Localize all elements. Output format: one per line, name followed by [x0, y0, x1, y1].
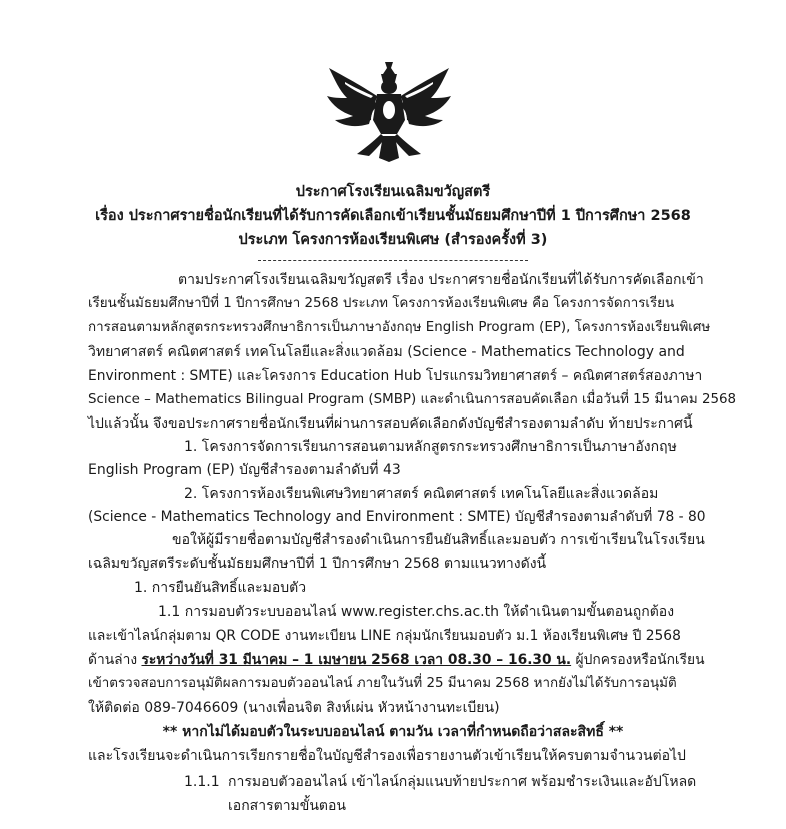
paragraph-line: และโรงเรียนจะดำเนินการเรียกรายชื่อในบัญชีสำรองเพื่อรายงานตัวเข้าเรียนให้ครบตามจำนวนต่อไป [88, 748, 686, 764]
list-item-ep: 1. โครงการจัดการเรียนการสอนตามหลักสูตรกระทรวงศึกษาธิการเป็นภาษาอังกฤษ [184, 439, 677, 455]
warning-notice: ** หากไม่ได้มอบตัวในระบบออนไลน์ ตามวัน เวลาที่กำหนดถือว่าสละสิทธิ์ ** [162, 724, 624, 740]
enrollment-dates: ระหว่างวันที่ 31 มีนาคม – 1 เมษายน 2568 เวลา 08.30 – 16.30 น. [141, 652, 572, 668]
paragraph-line: การสอนตามหลักสูตรกระทรวงศึกษาธิการเป็นภาษาอังกฤษ English Program (EP), โครงการห้องเรียนพิเศษ [88, 320, 711, 335]
announcement-subject: เรื่อง ประกาศรายชื่อนักเรียนที่ได้รับการคัดเลือกเข้าเรียนชั้นมัธยมศึกษาปีที่ 1 ปีการศึกษา 2568 [95, 208, 691, 224]
list-item-smte-cont: (Science - Mathematics Technology and Environment : SMTE) บัญชีสำรองตามลำดับที่ 78 - 80 [88, 509, 706, 525]
header-divider [258, 260, 528, 261]
announcement-org: ประกาศโรงเรียนเฉลิมขวัญสตรี [295, 184, 491, 200]
paragraph-line: ไปแล้วนั้น จึงขอประกาศรายชื่อนักเรียนที่ผ่านการสอบคัดเลือกดังบัญชีสำรองตามลำดับ ท้ายประกาศนี้ [88, 416, 693, 432]
announcement-type: ประเภท โครงการห้องเรียนพิเศษ (สำรองครั้งที่ 3) [238, 232, 548, 248]
section-line: และเข้าไลน์กลุ่มตาม QR CODE งานทะเบียน LINE กลุ่มนักเรียนมอบตัว ม.1 ห้องเรียนพิเศษ ปี 2568 [88, 628, 681, 644]
garuda-emblem-icon [325, 62, 453, 162]
subsection-number: 1.1.1 [184, 774, 220, 790]
paragraph-line: Science – Mathematics Bilingual Program (SMBP) และดำเนินการสอบคัดเลือก เมื่อวันที่ 15 มีนาคม 2568 [88, 392, 737, 407]
section-heading: 1. การยืนยันสิทธิ์และมอบตัว [134, 580, 307, 596]
subsection-line: เอกสารตามขั้นตอน [228, 798, 346, 814]
paragraph-line: ตามประกาศโรงเรียนเฉลิมขวัญสตรี เรื่อง ประกาศรายชื่อนักเรียนที่ได้รับการคัดเลือกเข้า [178, 272, 704, 288]
paragraph-line: เฉลิมขวัญสตรีระดับชั้นมัธยมศึกษาปีที่ 1 ปีการศึกษา 2568 ตามแนวทางดังนี้ [88, 556, 547, 572]
dates-suffix: ผู้ปกครองหรือนักเรียน [571, 652, 705, 668]
subsection-line: การมอบตัวออนไลน์ เข้าไลน์กลุ่มแนบท้ายประกาศ พร้อมชำระเงินและอัปโหลด [228, 774, 697, 790]
dates-prefix: ด้านล่าง [88, 652, 142, 668]
section-line-dates [88, 650, 705, 670]
list-item-smte: 2. โครงการห้องเรียนพิเศษวิทยาศาสตร์ คณิตศาสตร์ เทคโนโลยีและสิ่งแวดล้อม [184, 486, 659, 502]
paragraph-line: ขอให้ผู้มีรายชื่อตามบัญชีสำรองดำเนินการยืนยันสิทธิ์และมอบตัว การเข้าเรียนในโรงเรียน [172, 532, 705, 548]
paragraph-line: เรียนชั้นมัธยมศึกษาปีที่ 1 ปีการศึกษา 2568 ประเภท โครงการห้องเรียนพิเศษ คือ โครงการจัดการเรียน [88, 296, 675, 311]
list-item-ep-cont: English Program (EP) บัญชีสำรองตามลำดับที่ 43 [88, 462, 401, 478]
section-line: 1.1 การมอบตัวระบบออนไลน์ www.register.chs.ac.th ให้ดำเนินตามขั้นตอนถูกต้อง [158, 604, 675, 620]
section-line-contact: ให้ติดต่อ 089-7046609 (นางเพื่อนจิต สิงห์เผ่น หัวหน้างานทะเบียน) [88, 700, 500, 716]
section-line: เข้าตรวจสอบการอนุมัติผลการมอบตัวออนไลน์ ภายในวันที่ 25 มีนาคม 2568 หากยังไม่ได้รับการอนุมัติ [88, 676, 677, 691]
paragraph-line: วิทยาศาสตร์ คณิตศาสตร์ เทคโนโลยีและสิ่งแวดล้อม (Science - Mathematics Technology and [88, 344, 685, 360]
paragraph-line: Environment : SMTE) และโครงการ Education Hub โปรแกรมวิทยาศาสตร์ – คณิตศาสตร์สองภาษา [88, 368, 703, 384]
